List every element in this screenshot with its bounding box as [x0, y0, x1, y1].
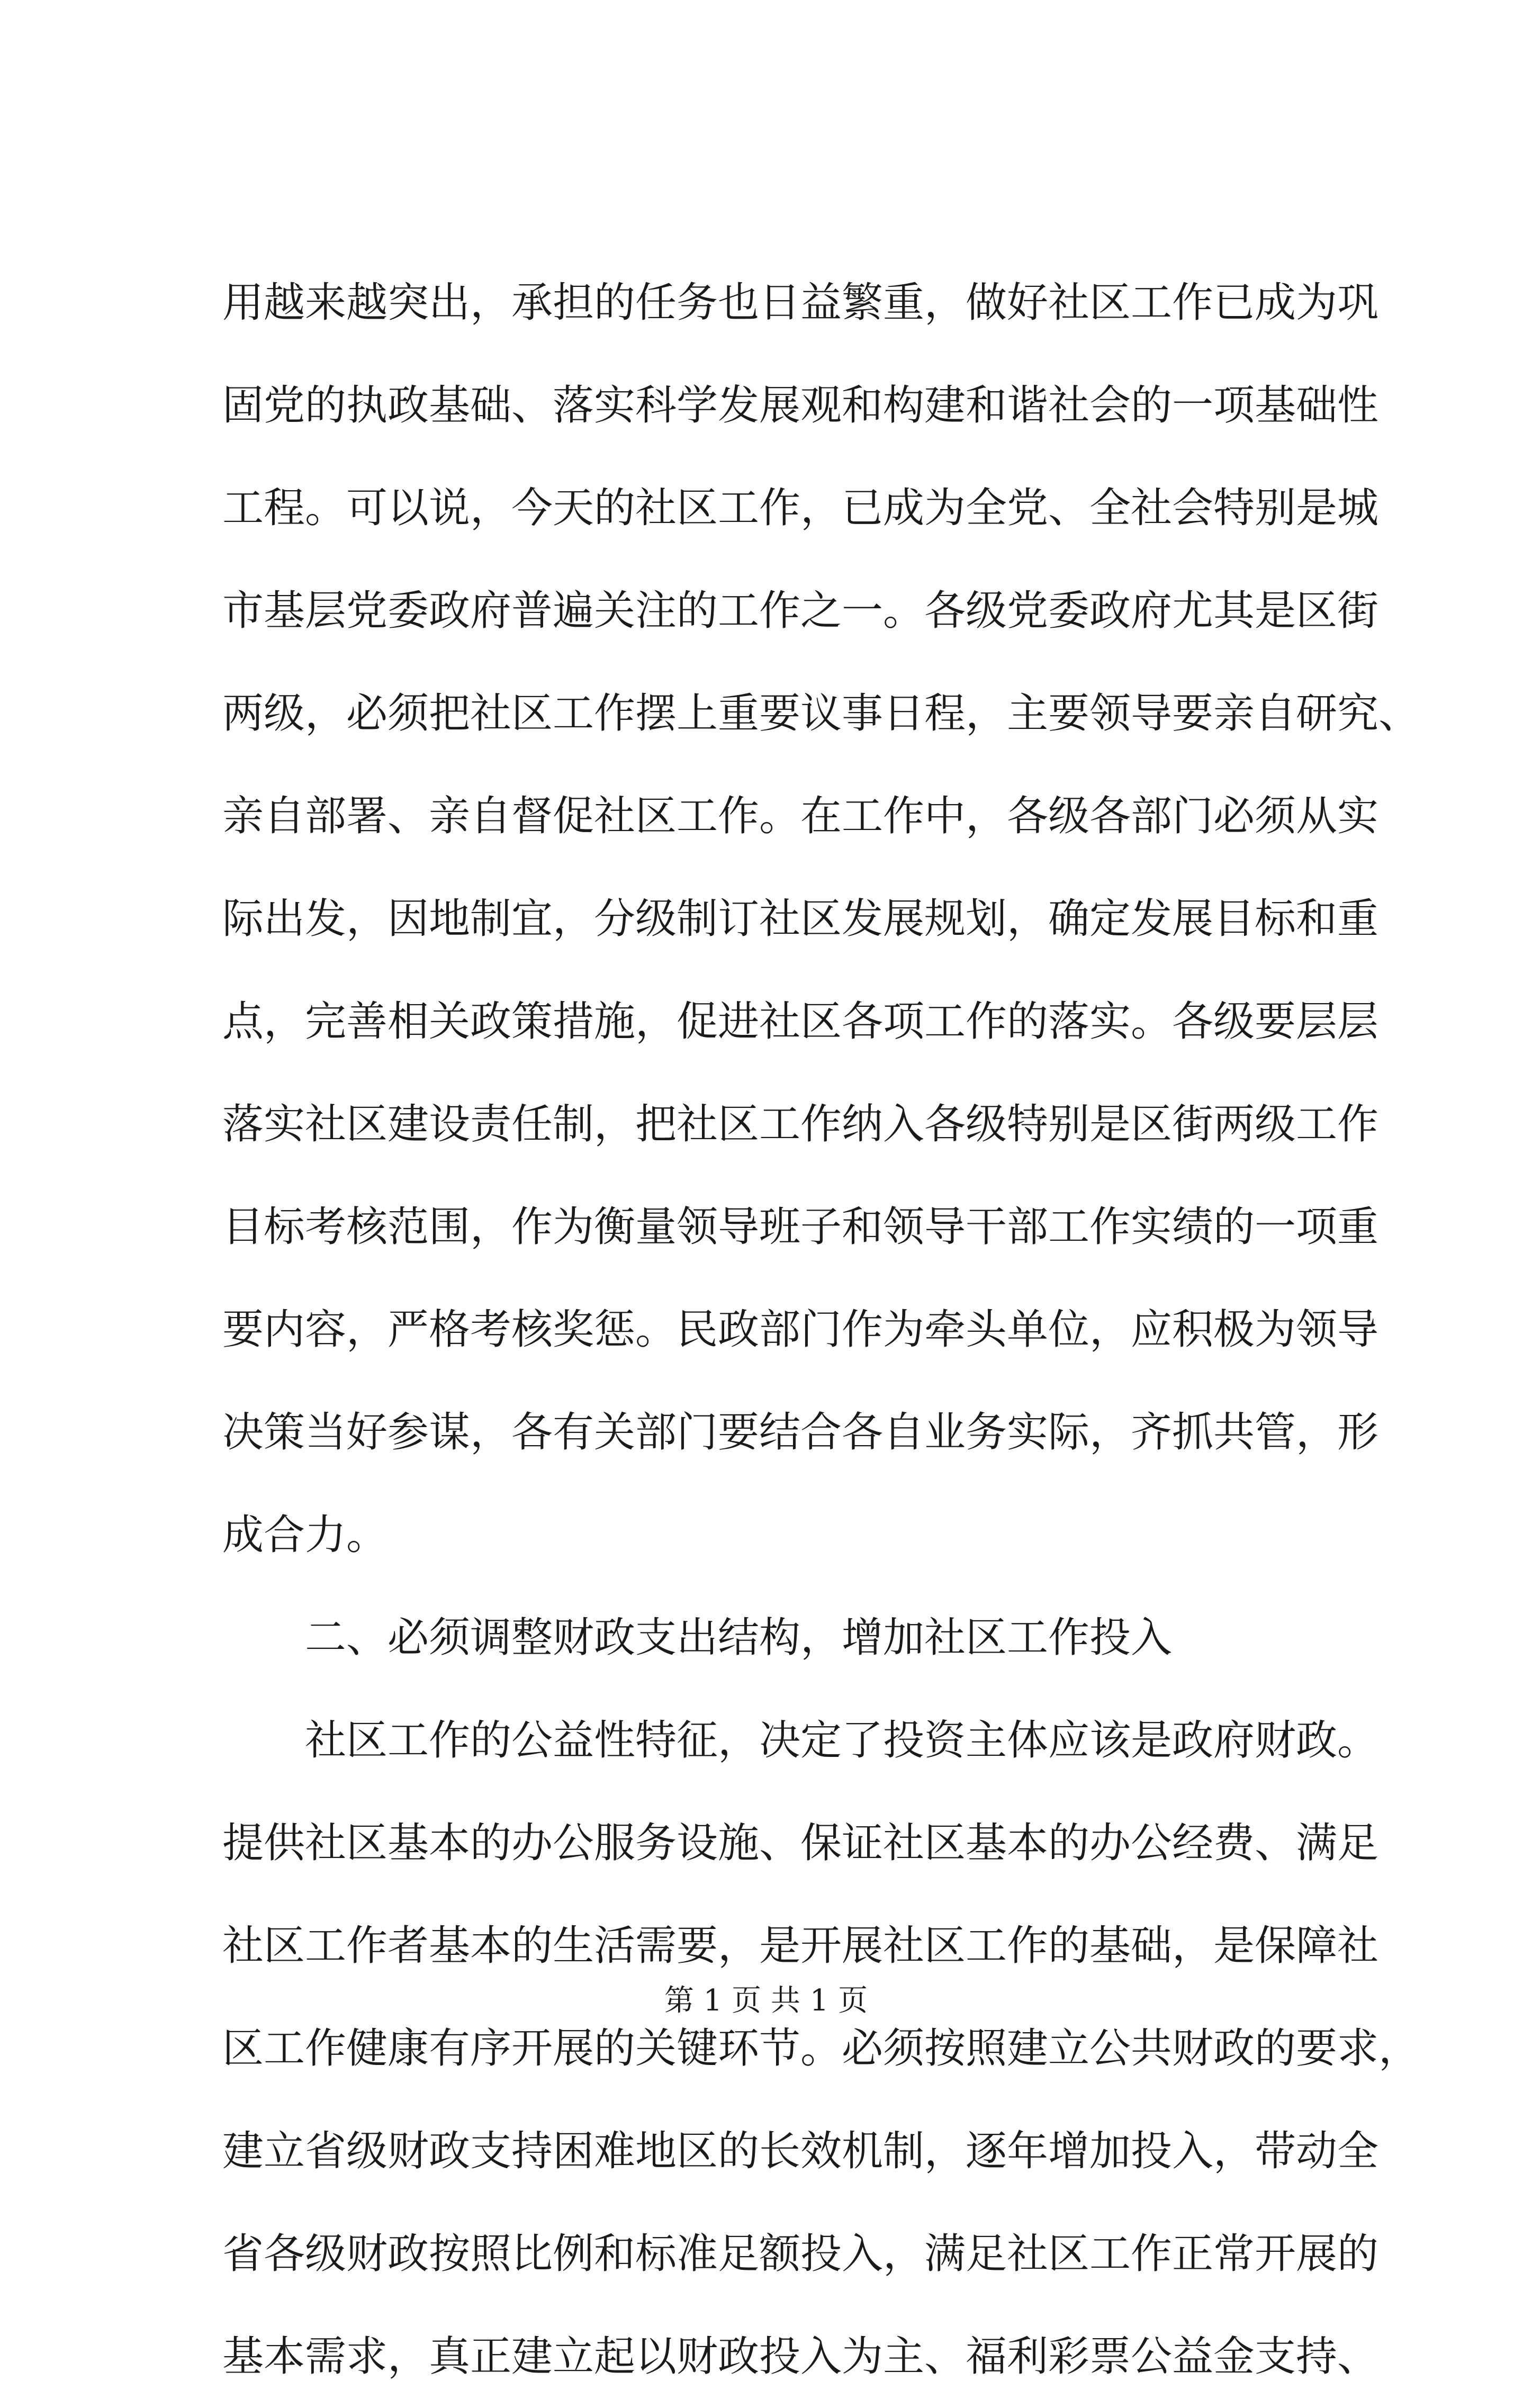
text-line: 用越来越突出，承担的任务也日益繁重，做好社区工作已成为巩	[222, 279, 1379, 327]
text-line: 固党的执政基础、落实科学发展观和构建和谐社会的一项基础性	[222, 382, 1379, 429]
text-line: 区工作健康有序开展的关键环节。必须按照建立公共财政的要求，	[222, 2025, 1420, 2072]
text-line: 社区工作的公益性特征，决定了投资主体应该是政府财政。	[305, 1717, 1379, 1764]
page-footer	[0, 1980, 1532, 2022]
page-number-label: 第 1 页 共 1 页	[664, 1983, 868, 2018]
text-line: 际出发，因地制宜，分级制订社区发展规划，确定发展目标和重	[222, 895, 1379, 943]
text-line: 要内容，严格考核奖惩。民政部门作为牵头单位，应积极为领导	[222, 1306, 1379, 1354]
text-line: 点，完善相关政策措施，促进社区各项工作的落实。各级要层层	[222, 998, 1379, 1045]
text-line: 提供社区基本的办公服务设施、保证社区基本的办公经费、满足	[222, 1819, 1379, 1867]
text-line: 基本需求，真正建立起以财政投入为主、福利彩票公益金支持、	[222, 2333, 1379, 2380]
text-line: 落实社区建设责任制，把社区工作纳入各级特别是区街两级工作	[222, 1101, 1379, 1148]
text-line: 亲自部署、亲自督促社区工作。在工作中，各级各部门必须从实	[222, 792, 1379, 840]
text-line: 决策当好参谋，各有关部门要结合各自业务实际，齐抓共管，形	[222, 1409, 1379, 1456]
text-line: 市基层党委政府普遍关注的工作之一。各级党委政府尤其是区街	[222, 587, 1379, 635]
text-line: 成合力。	[222, 1511, 388, 1559]
text-line: 两级，必须把社区工作摆上重要议事日程，主要领导要亲自研究、	[222, 690, 1420, 737]
text-line: 工程。可以说，今天的社区工作，已成为全党、全社会特别是城	[222, 484, 1379, 532]
text-line: 目标考核范围，作为衡量领导班子和领导干部工作实绩的一项重	[222, 1203, 1379, 1251]
text-line: 建立省级财政支持困难地区的长效机制，逐年增加投入，带动全	[222, 2127, 1379, 2175]
section-heading: 二、必须调整财政支出结构，增加社区工作投入	[305, 1614, 1173, 1662]
text-line: 省各级财政按照比例和标准足额投入，满足社区工作正常开展的	[222, 2230, 1379, 2278]
text-line: 社区工作者基本的生活需要，是开展社区工作的基础，是保障社	[222, 1922, 1379, 1970]
document-body	[222, 251, 1420, 2408]
